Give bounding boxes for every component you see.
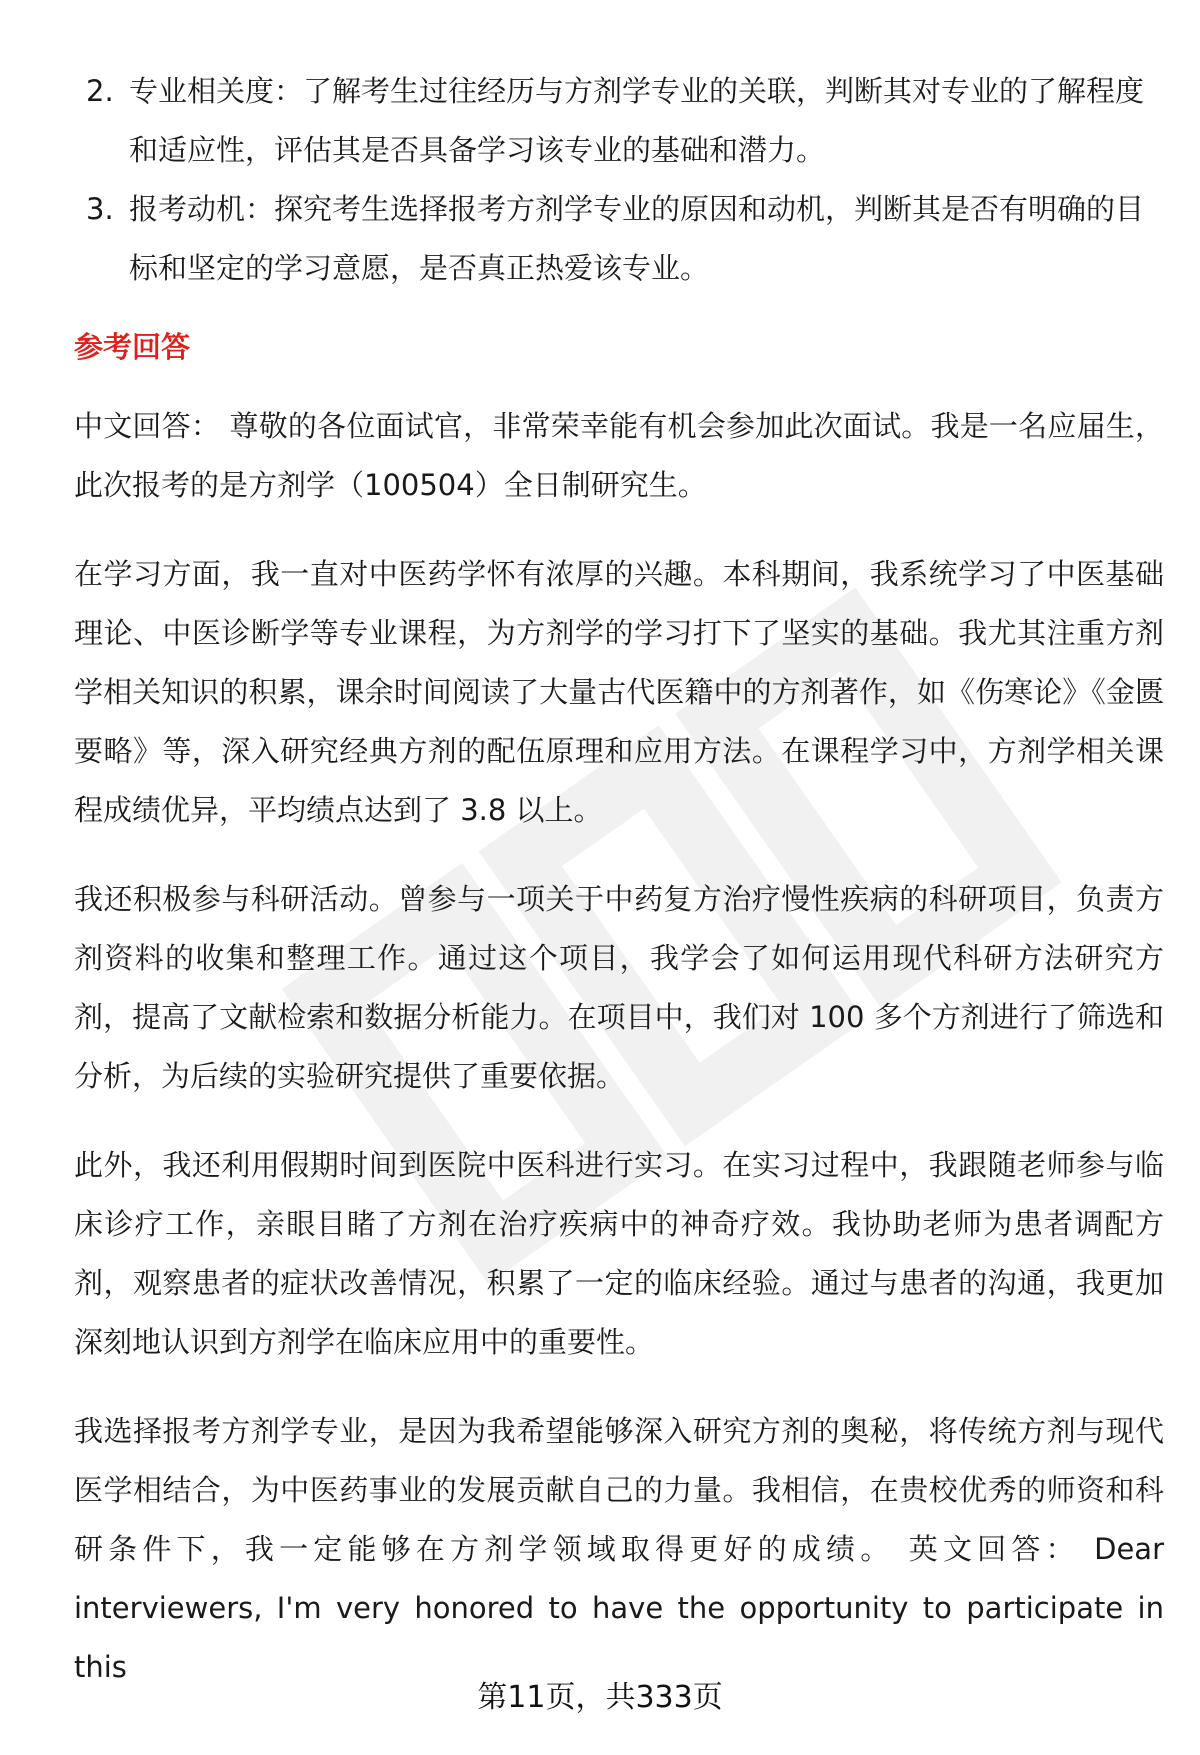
list-item [74, 62, 1164, 180]
document-body [74, 62, 1164, 1697]
list-item-text: 专业相关度：了解考生过往经历与方剂学专业的关联，判断其对专业的了解程度和适应性，评估其是否具备学习该专业的基础和潜力。 [129, 74, 1145, 167]
criteria-list [74, 62, 1164, 298]
section-heading: 参考回答 [74, 330, 191, 364]
list-item-number: 3. [86, 192, 114, 226]
paragraph: 我还积极参与科研活动。曾参与一项关于中药复方治疗慢性疾病的科研项目，负责方剂资料的收集和整理工作。通过这个项目，我学会了如何运用现代科研方法研究方剂，提高了文献检索和数据分析能力。在项目中，我们对 100 多个方剂进行了筛选和分析，为后续的实验研究提供了重要依据。 [74, 882, 1164, 1093]
list-item [74, 180, 1164, 298]
paragraph: 在学习方面，我一直对中医药学怀有浓厚的兴趣。本科期间，我系统学习了中医基础理论、中医诊断学等专业课程，为方剂学的学习打下了坚实的基础。我尤其注重方剂学相关知识的积累，课余时间阅读了大量古代医籍中的方剂著作，如《伤寒论》《金匮要略》等，深入研究经典方剂的配伍原理和应用方法。在课程学习中，方剂学相关课程成绩优异，平均绩点达到了 3.8 以上。 [74, 557, 1164, 827]
list-item-number: 2. [86, 74, 114, 108]
paragraph: 中文回答： 尊敬的各位面试官，非常荣幸能有机会参加此次面试。我是一名应届生，此次报考的是方剂学（100504）全日制研究生。 [74, 409, 1164, 502]
paragraph: 我选择报考方剂学专业，是因为我希望能够深入研究方剂的奥秘，将传统方剂与现代医学相结合，为中医药事业的发展贡献自己的力量。我相信，在贵校优秀的师资和科研条件下，我一定能够在方剂学领域取得更好的成绩。 英文回答： Dear interviewers, I'm very honored to have the opportunity to participate in this [74, 1414, 1164, 1684]
list-item-text: 报考动机：探究考生选择报考方剂学专业的原因和动机，判断其是否有明确的目标和坚定的学习意愿，是否真正热爱该专业。 [129, 192, 1145, 285]
paragraph: 此外，我还利用假期时间到医院中医科进行实习。在实习过程中，我跟随老师参与临床诊疗工作，亲眼目睹了方剂在治疗疾病中的神奇疗效。我协助老师为患者调配方剂，观察患者的症状改善情况，积累了一定的临床经验。通过与患者的沟通，我更加深刻地认识到方剂学在临床应用中的重要性。 [74, 1148, 1164, 1359]
page-footer: 第11页，共333页 [477, 1680, 723, 1715]
